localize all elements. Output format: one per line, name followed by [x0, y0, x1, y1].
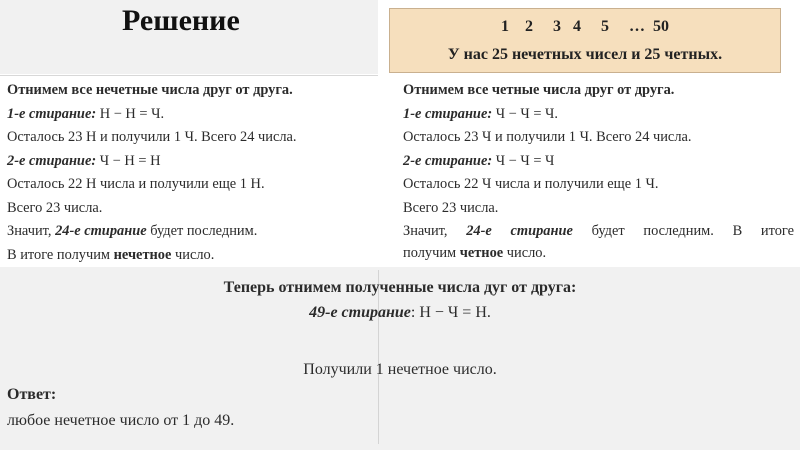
step-label: 1-е стирание:	[403, 105, 493, 122]
odd-line5: Осталось 22 Н числа и получили еще 1 Н.	[7, 176, 265, 192]
emphasis: нечетное	[113, 246, 172, 263]
even-line8: получим четное число.	[403, 244, 547, 261]
odd-step1	[7, 103, 375, 127]
step-formula: Ч − Н = Н	[96, 152, 161, 169]
result-line: Получили 1 нечетное число.	[303, 361, 497, 378]
even-line3: Осталось 23 Ч и получили 1 Ч. Всего 24 числа.	[403, 129, 692, 145]
answer-label: Ответ:	[7, 386, 57, 403]
step-formula: Ч − Ч = Ч	[492, 152, 555, 169]
even-line6: Всего 23 числа.	[403, 199, 499, 216]
odd-column	[7, 79, 375, 267]
odd-line3: Осталось 23 Н и получили 1 Ч. Всего 24 числа.	[7, 129, 297, 145]
odd-line7: Значит, 24-е стирание будет последним.	[7, 223, 258, 239]
step-formula: Н − Н = Ч.	[96, 105, 165, 122]
step-formula: Ч − Ч = Ч.	[492, 105, 559, 122]
number-sequence: 1 2 3 4 5 … 50	[501, 18, 669, 35]
odd-line6: Всего 23 числа.	[7, 199, 103, 216]
sequence-note: У нас 25 нечетных чисел и 25 четных.	[447, 46, 723, 63]
divider	[0, 75, 378, 76]
even-step2	[403, 150, 794, 174]
even-column	[403, 79, 794, 263]
emphasis: 24-е стирание	[55, 223, 147, 239]
conclusion-heading: Теперь отнимем полученные числа дуг от друга:	[223, 279, 577, 296]
step-formula: : Н − Ч = Н.	[410, 304, 491, 321]
sequence-box	[389, 8, 781, 73]
even-line5: Осталось 22 Ч числа и получили еще 1 Ч.	[403, 176, 659, 192]
step-label: 2-е стирание:	[7, 152, 97, 169]
emphasis: четное	[459, 244, 504, 261]
page-title: Решение	[122, 4, 240, 37]
step-label: 49-е стирание	[309, 304, 411, 321]
step-label: 1-е стирание:	[7, 105, 97, 122]
odd-line8: В итоге получим нечетное число.	[7, 246, 215, 263]
answer-text: любое нечетное число от 1 до 49.	[7, 412, 235, 429]
odd-step2	[7, 150, 375, 174]
emphasis: 24-е стирание	[466, 223, 573, 239]
step-label: 2-е стирание:	[403, 152, 493, 169]
step49-line	[0, 304, 800, 322]
even-line7: Значит, 24-е стирание будет последним. В итоге	[403, 223, 795, 239]
even-step1	[403, 103, 794, 127]
odd-heading: Отнимем все нечетные числа друг от друга.	[7, 82, 293, 98]
even-heading: Отнимем все четные числа друг от друга.	[403, 82, 675, 98]
